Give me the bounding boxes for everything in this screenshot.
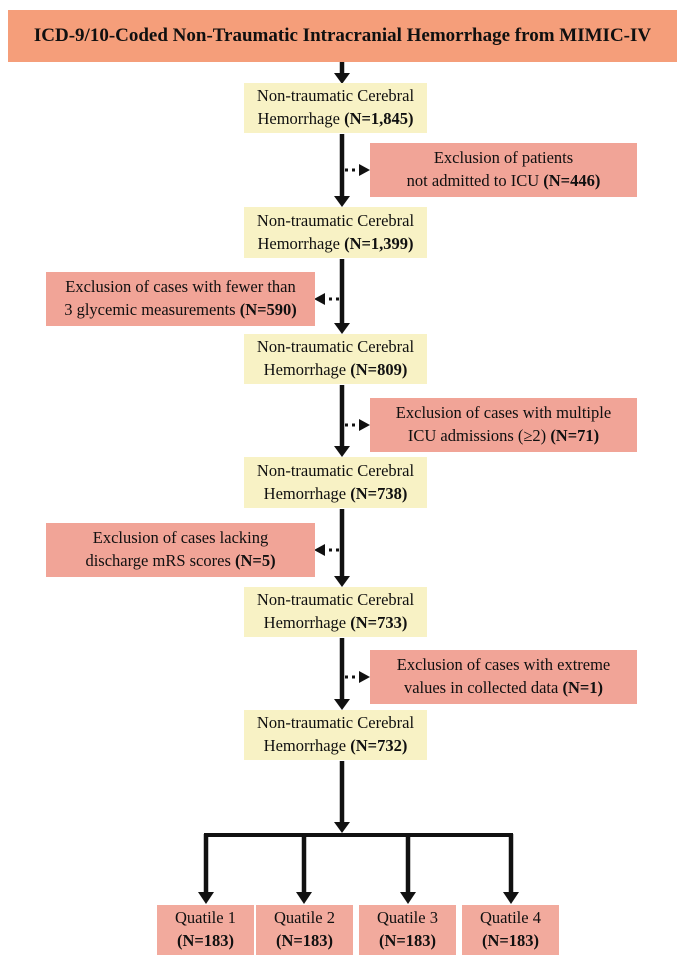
arrowhead-down-icon	[334, 822, 350, 833]
arrowhead-right-icon	[359, 671, 370, 683]
quartile-box-3	[359, 905, 456, 955]
exclusion-box-extreme-values	[370, 650, 637, 704]
cohort-line2: Hemorrhage	[263, 360, 347, 379]
cohort-box-text	[244, 336, 427, 382]
arrowhead-left-icon	[314, 293, 325, 305]
exclusion-box-icu-admission	[370, 143, 637, 197]
exclusion-line2: discharge mRS scores	[85, 551, 231, 570]
quartile-label: Quatile 2	[274, 908, 335, 928]
quartile-box-1	[157, 905, 254, 955]
figure-title-banner	[8, 10, 677, 62]
cohort-box-text	[244, 460, 427, 506]
quartile-count: (N=183)	[275, 931, 334, 950]
cohort-line1: Non-traumatic Cerebral	[256, 713, 415, 733]
cohort-box-n809	[244, 334, 427, 384]
exclusion-box-text	[46, 527, 315, 573]
exclusion-box-text	[370, 654, 637, 700]
cohort-count: (N=1,399)	[344, 233, 414, 253]
cohort-count: (N=732)	[350, 736, 408, 755]
quartile-box-text	[359, 907, 456, 953]
arrowhead-down-icon	[334, 323, 350, 334]
cohort-box-text	[244, 589, 427, 635]
arrowhead-down-icon	[503, 892, 519, 904]
cohort-count: (N=733)	[350, 613, 408, 632]
cohort-box-n1399	[244, 207, 427, 258]
cohort-count: (N=1,845)	[344, 109, 414, 128]
arrowhead-down-icon	[334, 446, 350, 457]
exclusion-line1: Exclusion of cases with extreme	[396, 655, 611, 675]
cohort-line2: Hemorrhage	[263, 736, 347, 755]
arrowhead-left-icon	[314, 544, 325, 556]
exclusion-box-mrs-scores	[46, 523, 315, 577]
exclusion-box-text	[370, 147, 637, 193]
cohort-line1: Non-traumatic Cerebral	[256, 86, 415, 106]
arrowhead-right-icon	[359, 164, 370, 176]
quartile-box-4	[462, 905, 559, 955]
quartile-label: Quatile 1	[175, 908, 236, 928]
exclusion-line2: values in collected data	[403, 678, 559, 697]
cohort-box-n732	[244, 710, 427, 760]
quartile-label: Quatile 4	[480, 908, 541, 928]
quartile-box-2	[256, 905, 353, 955]
cohort-box-text	[244, 712, 427, 758]
exclusion-box-text	[46, 276, 315, 322]
cohort-line1: Non-traumatic Cerebral	[256, 337, 415, 357]
exclusion-line2: not admitted to ICU	[406, 171, 540, 190]
exclusion-line1: Exclusion of cases lacking	[92, 528, 269, 548]
arrowhead-down-icon	[334, 196, 350, 207]
exclusion-count: (N=1)	[562, 678, 604, 697]
cohort-line2: Hemorrhage	[263, 483, 347, 503]
cohort-line2: Hemorrhage	[257, 233, 340, 253]
exclusion-line1: Exclusion of patients	[433, 148, 574, 168]
quartile-count: (N=183)	[378, 931, 437, 950]
cohort-box-text	[244, 85, 427, 131]
exclusion-line1: Exclusion of cases with fewer than	[65, 277, 296, 297]
quartile-count: (N=183)	[176, 931, 235, 950]
exclusion-line1: Exclusion of cases with multiple	[395, 403, 612, 423]
cohort-line1: Non-traumatic Cerebral	[256, 590, 415, 610]
exclusion-count: (N=5)	[235, 551, 276, 570]
arrowhead-down-icon	[400, 892, 416, 904]
quartile-count: (N=183)	[481, 931, 540, 950]
exclusion-box-multiple-icu-admissions	[370, 398, 637, 452]
cohort-box-n733	[244, 587, 427, 637]
quartile-box-text	[462, 907, 559, 953]
cohort-line1: Non-traumatic Cerebral	[256, 460, 415, 480]
exclusion-line2: ICU admissions (≥2)	[407, 426, 547, 445]
cohort-line2: Hemorrhage	[263, 613, 347, 632]
cohort-count: (N=738)	[350, 483, 408, 503]
exclusion-box-text	[370, 402, 637, 448]
figure-title: ICD-9/10-Coded Non-Traumatic Intracranial Hemorrhage from MIMIC-IV	[33, 24, 652, 46]
quartile-box-text	[157, 907, 254, 953]
cohort-count: (N=809)	[350, 360, 408, 379]
cohort-line2: Hemorrhage	[257, 109, 340, 128]
exclusion-box-glycemic-measurements	[46, 272, 315, 326]
quartile-label: Quatile 3	[377, 908, 438, 928]
exclusion-line2: 3 glycemic measurements	[64, 300, 236, 319]
cohort-box-n1845	[244, 83, 427, 133]
quartile-box-text	[256, 907, 353, 953]
arrowhead-down-icon	[198, 892, 214, 904]
exclusion-count: (N=71)	[550, 426, 600, 445]
cohort-box-n738	[244, 457, 427, 508]
arrowhead-right-icon	[359, 419, 370, 431]
cohort-line1: Non-traumatic Cerebral	[256, 210, 415, 230]
arrowhead-down-icon	[334, 699, 350, 710]
arrowhead-down-icon	[296, 892, 312, 904]
arrowhead-down-icon	[334, 576, 350, 587]
cohort-box-text	[244, 210, 427, 256]
exclusion-count: (N=446)	[543, 171, 601, 190]
exclusion-count: (N=590)	[239, 300, 297, 319]
